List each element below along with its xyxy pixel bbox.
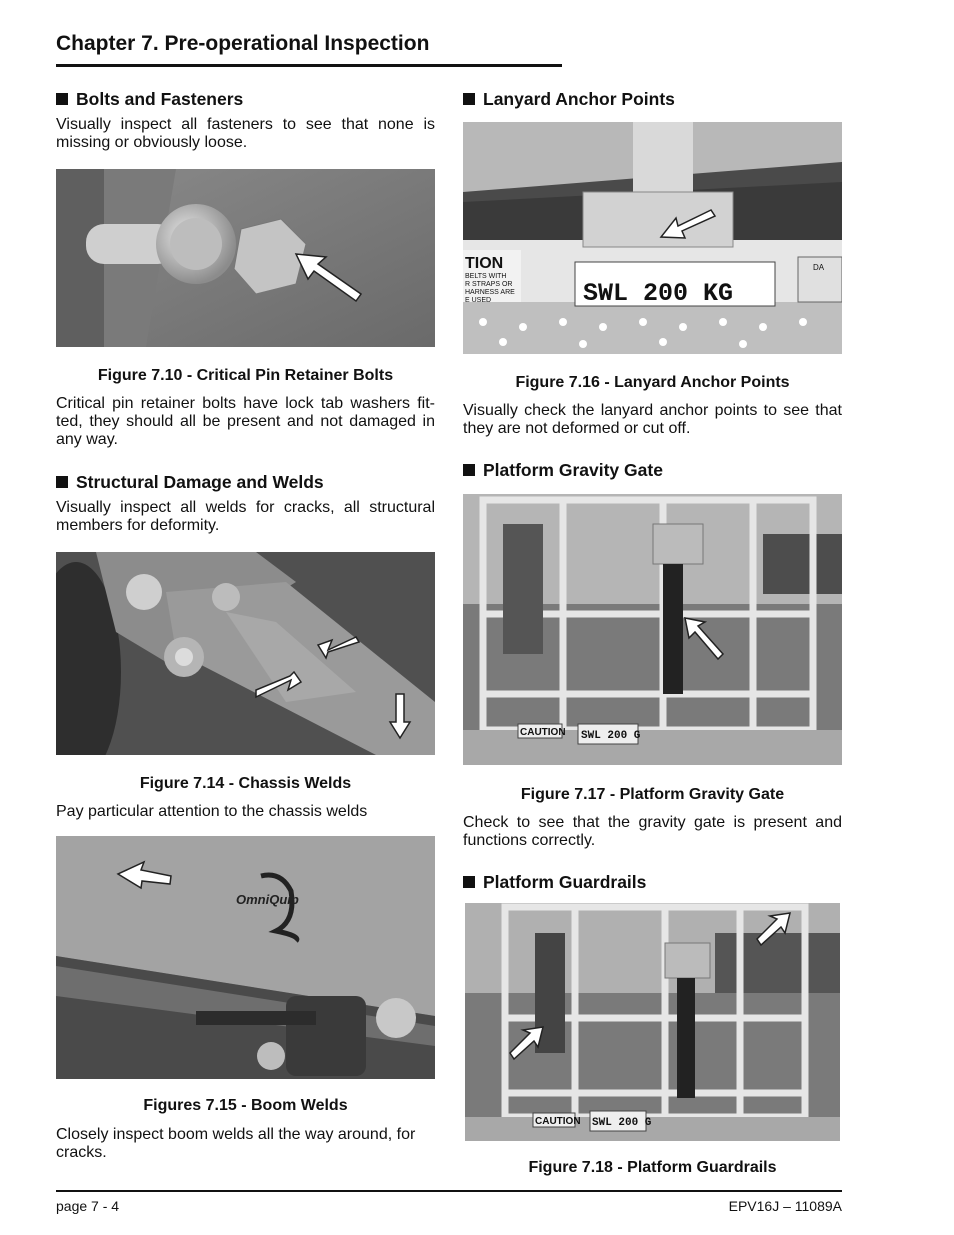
danger-sign-text: DA [813,263,825,272]
heading-bolts-and-fasteners: Bolts and Fasteners [56,89,243,109]
bolts-intro-text: Visually inspect all fasteners to see that none is missing or obviously loose. [56,116,435,151]
header-rule [56,64,562,67]
footer-rule [56,1190,842,1192]
gate-swl-sign-text: SWL 200 G [581,730,641,742]
caution-line-2: R STRAPS OR [465,281,513,288]
caution-line-1: BELTS WITH [465,273,507,280]
boom-body-text: Closely inspect boom welds all the way around, for cracks. [56,1126,416,1161]
heading-platform-guardrails: Platform Guardrails [463,872,646,892]
chassis-body-text: Pay particular attention to the chassis welds [56,803,368,820]
caption-figure-7-17: Figure 7.17 - Platform Gravity Gate [520,786,785,803]
heading-platform-gravity-gate: Platform Gravity Gate [463,460,663,480]
caption-figure-7-18: Figure 7.18 - Platform Guardrails [528,1159,777,1176]
bullet-square-icon [463,93,475,105]
heading-structural-damage: Structural Damage and Welds [56,472,324,492]
structural-intro-text: Visually inspect all welds for cracks, all structural members for deformity. [56,499,435,534]
figure-lanyard-anchor-points [463,122,842,354]
figure-pin-retainer-bolts [56,169,435,347]
bullet-square-icon [56,476,68,488]
figure-platform-guardrails [465,903,840,1141]
caution-sign-text: TION [465,255,504,272]
caption-figure-7-14: Figure 7.14 - Chassis Welds [139,775,352,792]
figure-platform-gravity-gate [463,494,842,765]
gate-body-text: Check to see that the gravity gate is present and functions correctly. [463,814,842,849]
caption-figure-7-10: Figure 7.10 - Critical Pin Retainer Bolts [97,367,394,384]
chapter-title: Chapter 7. Pre-operational Inspection [56,32,430,55]
bullet-square-icon [463,876,475,888]
heading-lanyard-anchor-points: Lanyard Anchor Points [463,89,675,109]
caution-line-4: E USED [465,297,492,304]
bullet-square-icon [463,464,475,476]
figure-boom-welds [56,836,435,1079]
lanyard-body-text: Visually check the lanyard anchor points to see that they are not deformed or cut off. [463,402,842,437]
figure-chassis-welds [56,552,435,755]
gate-caution-sign-text: CAUTION [520,727,566,738]
swl-sign-text: SWL 200 KG [583,279,734,308]
caption-figure-7-15: Figures 7.15 - Boom Welds [143,1097,348,1114]
guardrails-caution-sign-text: CAUTION [535,1116,581,1127]
caption-figure-7-16: Figure 7.16 - Lanyard Anchor Points [515,374,790,391]
caution-line-3: HARNESS ARE [465,289,515,296]
bullet-square-icon [56,93,68,105]
document-id: EPV16J – 11089A [728,1198,842,1214]
page-number: page 7 - 4 [56,1198,120,1214]
bolts-body-text: Critical pin retainer bolts have lock tab washers fit-ted, they should all be present and not damaged in any way. [56,395,435,448]
guardrails-swl-sign-text: SWL 200 G [592,1117,652,1129]
omniquip-logo-text: OmniQuip [236,892,299,907]
